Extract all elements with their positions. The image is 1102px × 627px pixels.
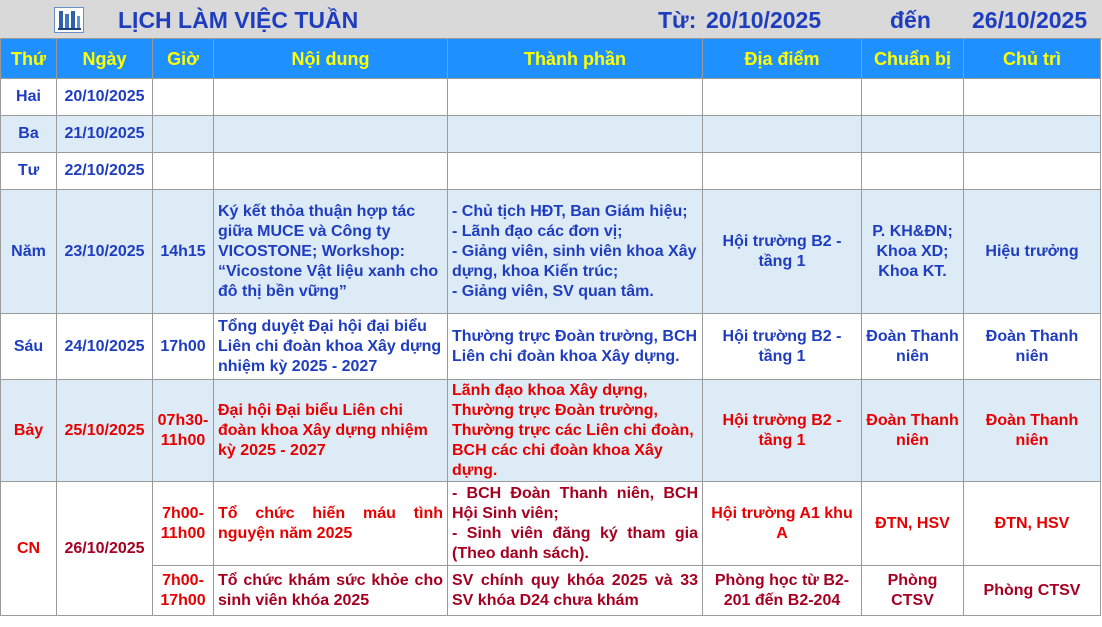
empty-cell xyxy=(153,153,214,190)
empty-cell xyxy=(703,153,862,190)
event-content: Đại hội Đại biểu Liên chi đoàn khoa Xây dựng nhiệm kỳ 2025 - 2027 xyxy=(214,380,448,482)
university-logo-icon xyxy=(54,7,84,33)
event-time: 07h30- 11h00 xyxy=(153,380,214,482)
day-date: 20/10/2025 xyxy=(57,79,153,116)
page-title: LỊCH LÀM VIỆC TUẦN xyxy=(118,7,359,33)
column-header-noi-dung: Nội dung xyxy=(214,39,448,79)
day-name: Sáu xyxy=(1,314,57,380)
event-participants: - BCH Đoàn Thanh niên, BCH Hội Sinh viên; - Sinh viên đăng ký tham gia (Theo danh sách). xyxy=(448,482,703,566)
event-participants: Thường trực Đoàn trường, BCH Liên chi đoàn khoa Xây dựng. xyxy=(448,314,703,380)
title-bar xyxy=(0,0,1102,40)
event-host: ĐTN, HSV xyxy=(964,482,1101,566)
day-name: CN xyxy=(1,482,57,616)
event-content: Tổng duyệt Đại hội đại biểu Liên chi đoàn khoa Xây dựng nhiệm kỳ 2025 - 2027 xyxy=(214,314,448,380)
event-time: 17h00 xyxy=(153,314,214,380)
day-name: Tư xyxy=(1,153,57,190)
event-location: Hội trường B2 - tầng 1 xyxy=(703,380,862,482)
event-preparation: Đoàn Thanh niên xyxy=(862,380,964,482)
event-host: Hiệu trưởng xyxy=(964,190,1101,314)
event-time: 14h15 xyxy=(153,190,214,314)
day-date: 21/10/2025 xyxy=(57,116,153,153)
table-row-tu xyxy=(1,153,1101,190)
event-preparation: Đoàn Thanh niên xyxy=(862,314,964,380)
event-host: Đoàn Thanh niên xyxy=(964,380,1101,482)
table-row-nam xyxy=(1,190,1101,314)
event-location: Phòng học từ B2-201 đến B2-204 xyxy=(703,566,862,616)
event-content: Tổ chức khám sức khỏe cho sinh viên khóa 2025 xyxy=(214,566,448,616)
empty-cell xyxy=(964,79,1101,116)
empty-cell xyxy=(153,116,214,153)
empty-cell xyxy=(703,79,862,116)
table-row-sau xyxy=(1,314,1101,380)
empty-cell xyxy=(214,79,448,116)
event-preparation: Phòng CTSV xyxy=(862,566,964,616)
column-header-ngay: Ngày xyxy=(57,39,153,79)
day-date: 22/10/2025 xyxy=(57,153,153,190)
empty-cell xyxy=(153,79,214,116)
day-date: 26/10/2025 xyxy=(57,482,153,616)
empty-cell xyxy=(214,153,448,190)
event-location: Hội trường B2 - tầng 1 xyxy=(703,190,862,314)
empty-cell xyxy=(703,116,862,153)
event-host: Đoàn Thanh niên xyxy=(964,314,1101,380)
table-row-bay xyxy=(1,380,1101,482)
empty-cell xyxy=(214,116,448,153)
event-content: Ký kết thỏa thuận hợp tác giữa MUCE và Công ty VICOSTONE; Workshop: “Vicostone Vật liệu xanh cho đô thị bền vững” xyxy=(214,190,448,314)
table-row-hai xyxy=(1,79,1101,116)
empty-cell xyxy=(862,153,964,190)
event-host: Phòng CTSV xyxy=(964,566,1101,616)
from-date: 20/10/2025 xyxy=(706,7,822,33)
event-participants: - Chủ tịch HĐT, Ban Giám hiệu; - Lãnh đạo các đơn vị; - Giảng viên, sinh viên khoa Xây dựng, khoa Kiến trúc; - Giảng viên, SV quan tâm. xyxy=(448,190,703,314)
event-time: 7h00- 17h00 xyxy=(153,566,214,616)
event-participants: SV chính quy khóa 2025 và 33 SV khóa D24 chưa khám xyxy=(448,566,703,616)
day-date: 23/10/2025 xyxy=(57,190,153,314)
event-preparation: ĐTN, HSV xyxy=(862,482,964,566)
empty-cell xyxy=(964,153,1101,190)
event-content: Tổ chức hiến máu tình nguyện năm 2025 xyxy=(214,482,448,566)
column-header-thu: Thứ xyxy=(1,39,57,79)
empty-cell xyxy=(448,153,703,190)
column-header-chu-tri: Chủ trì xyxy=(964,39,1101,79)
to-date: 26/10/2025 xyxy=(972,7,1088,33)
from-label: Từ: xyxy=(658,7,697,33)
day-name: Bảy xyxy=(1,380,57,482)
day-date: 24/10/2025 xyxy=(57,314,153,380)
empty-cell xyxy=(862,79,964,116)
table-row-cn-event-1 xyxy=(1,482,1101,566)
event-preparation: P. KH&ĐN; Khoa XD; Khoa KT. xyxy=(862,190,964,314)
empty-cell xyxy=(448,116,703,153)
day-name: Hai xyxy=(1,79,57,116)
empty-cell xyxy=(862,116,964,153)
table-row-ba xyxy=(1,116,1101,153)
column-header-chuan-bi: Chuẩn bị xyxy=(862,39,964,79)
column-header-thanh-phan: Thành phần xyxy=(448,39,703,79)
event-location: Hội trường B2 - tầng 1 xyxy=(703,314,862,380)
empty-cell xyxy=(964,116,1101,153)
column-header-gio: Giờ xyxy=(153,39,214,79)
event-participants: Lãnh đạo khoa Xây dựng, Thường trực Đoàn trường, Thường trực các Liên chi đoàn, BCH các chi đoàn khoa Xây dựng. xyxy=(448,380,703,482)
weekly-schedule-table xyxy=(0,38,1101,616)
day-name: Ba xyxy=(1,116,57,153)
column-header-dia-diem: Địa điểm xyxy=(703,39,862,79)
to-label: đến xyxy=(890,7,931,33)
event-location: Hội trường A1 khu A xyxy=(703,482,862,566)
event-time: 7h00- 11h00 xyxy=(153,482,214,566)
table-header-row xyxy=(1,39,1101,79)
day-date: 25/10/2025 xyxy=(57,380,153,482)
day-name: Năm xyxy=(1,190,57,314)
table-row-cn-event-2 xyxy=(1,566,1101,616)
empty-cell xyxy=(448,79,703,116)
